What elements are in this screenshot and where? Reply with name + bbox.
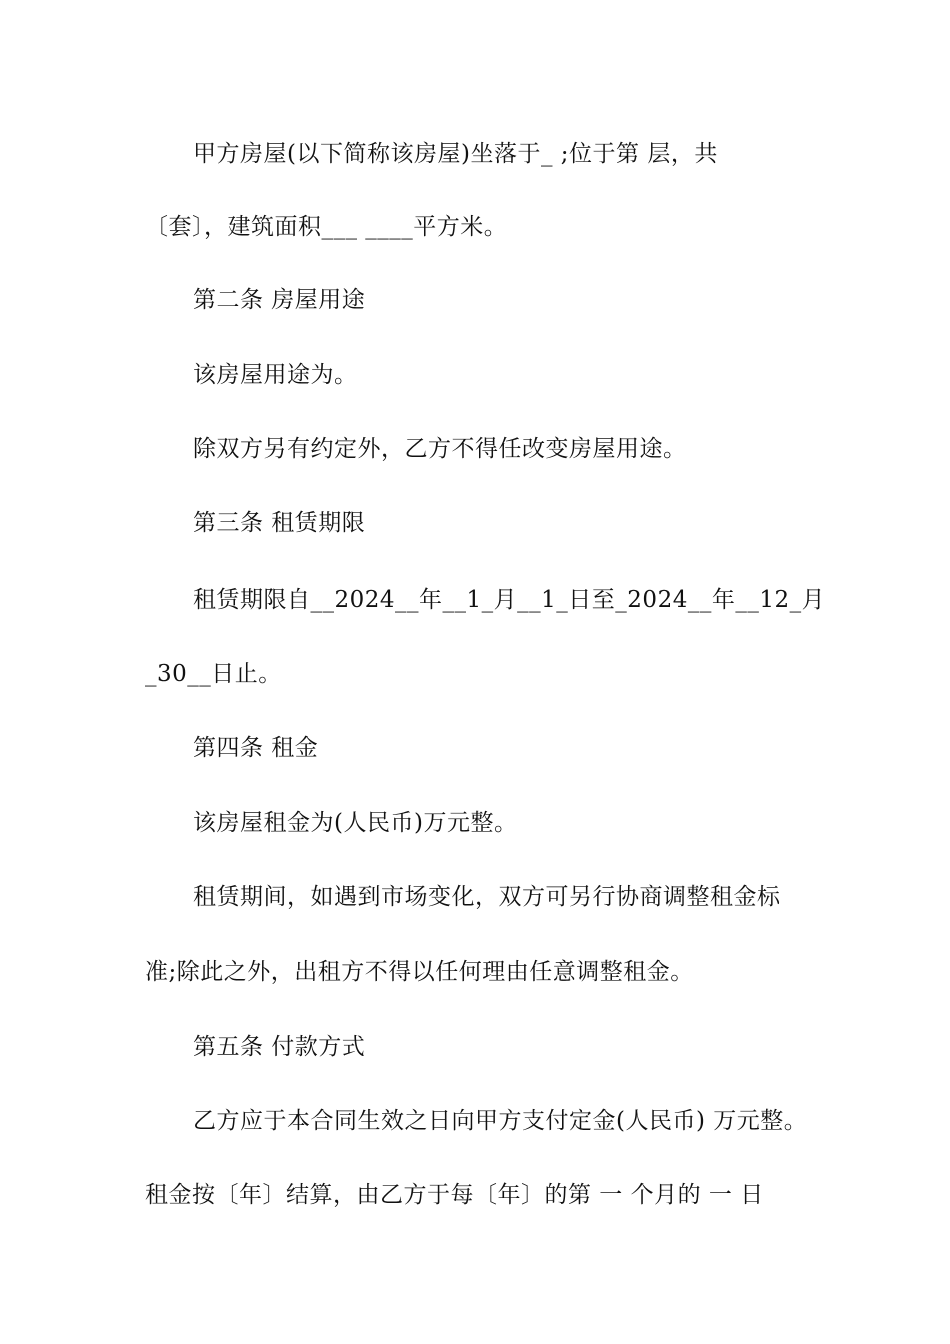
article-4-heading: 第四条 租金 xyxy=(193,735,319,761)
paragraph-rent: 该房屋租金为(人民币)万元整。 xyxy=(193,810,518,836)
paragraph-deposit: 乙方应于本合同生效之日向甲方支付定金(人民币) 万元整。 xyxy=(193,1108,808,1134)
article-3-heading: 第三条 租赁期限 xyxy=(193,510,366,536)
paragraph-payment: 租金按〔年〕结算，由乙方于每〔年〕的第 一 个月的 一 日 xyxy=(145,1182,764,1208)
paragraph-usage: 该房屋用途为。 xyxy=(193,362,358,388)
article-2-heading: 第二条 房屋用途 xyxy=(193,287,366,313)
paragraph-usage-restriction: 除双方另有约定外，乙方不得任改变房屋用途。 xyxy=(193,436,687,462)
paragraph-rent-adjust-line-2: 准;除此之外，出租方不得以任何理由任意调整租金。 xyxy=(145,959,694,985)
paragraph-rent-adjust-line-1: 租赁期间，如遇到市场变化，双方可另行协商调整租金标 xyxy=(193,884,781,910)
paragraph-location-line-2: 〔套〕，建筑面积___ ____平方米。 xyxy=(145,214,508,240)
paragraph-location-line-1: 甲方房屋(以下简称该房屋)坐落于_ ;位于第 层，共 xyxy=(193,141,718,167)
article-5-heading: 第五条 付款方式 xyxy=(193,1034,366,1060)
paragraph-term-line-2: _30__日止。 xyxy=(145,661,282,687)
paragraph-term-line-1: 租赁期限自__2024__年__1_月__1_日至_2024__年__12_月 xyxy=(193,587,826,613)
